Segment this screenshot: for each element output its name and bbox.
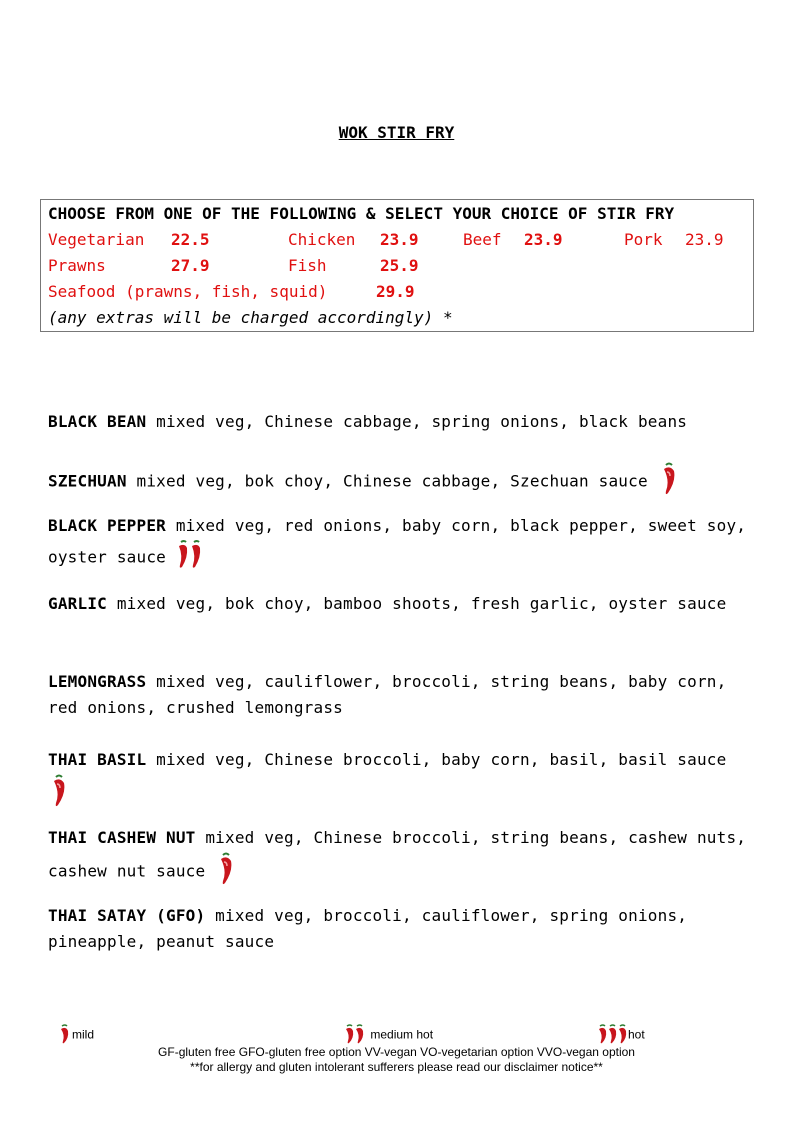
option-pork-name: Pork	[624, 230, 663, 249]
dish-szechuan	[48, 461, 748, 503]
option-pork-price: 23.9	[685, 230, 724, 249]
dish-description: mixed veg, Chinese broccoli, baby corn, basil, basil sauce	[146, 750, 727, 769]
option-chicken-price: 23.9	[380, 230, 419, 249]
dish-name: THAI SATAY (GFO)	[48, 906, 206, 925]
dish-description: mixed veg, Chinese cabbage, spring onions, black beans	[146, 412, 688, 431]
dish-description: mixed veg, cauliflower, broccoli, string beans, baby corn, red onions, crushed lemongrass	[48, 672, 727, 717]
dish-description: mixed veg, bok choy, bamboo shoots, fresh garlic, oyster sauce	[107, 594, 727, 613]
dish-description: mixed veg, broccoli, cauliflower, spring onions, pineapple, peanut sauce	[48, 906, 688, 951]
dish-name: THAI CASHEW NUT	[48, 828, 196, 847]
legend-hot-label: hot	[628, 1027, 645, 1042]
legend-medium-label: medium hot	[370, 1027, 434, 1042]
legend-hot	[596, 1024, 645, 1047]
dish-name: LEMONGRASS	[48, 672, 147, 691]
option-beef-name: Beef	[463, 230, 502, 249]
option-seafood-price: 29.9	[376, 282, 415, 301]
option-fish-price: 25.9	[380, 256, 419, 275]
option-vegetarian-name: Vegetarian	[48, 230, 145, 249]
legend-medium-hot	[343, 1024, 433, 1047]
dish-name: SZECHUAN	[48, 471, 127, 491]
option-prawns-name: Prawns	[48, 256, 106, 275]
dish-description: mixed veg, red onions, baby corn, black pepper, sweet soy, oyster sauce	[48, 516, 747, 567]
abbreviations-note: GF-gluten free GFO-gluten free option VV-vegan VO-vegetarian option VVO-vegan option	[158, 1045, 635, 1059]
dish-name: THAI BASIL	[48, 750, 147, 769]
price-box-heading: CHOOSE FROM ONE OF THE FOLLOWING & SELECT YOUR CHOICE OF STIR FRY	[48, 204, 675, 223]
dish-name: BLACK PEPPER	[48, 516, 166, 535]
dish-black-bean	[48, 409, 748, 435]
legend-mild-label: mild	[72, 1027, 95, 1042]
option-fish-name: Fish	[288, 256, 327, 275]
chili-icon	[58, 1024, 72, 1047]
chili-icon	[658, 461, 678, 503]
option-prawns-price: 27.9	[171, 256, 210, 275]
option-chicken-name: Chicken	[288, 230, 356, 249]
chili-icon	[215, 851, 235, 893]
chili-icon	[176, 539, 206, 577]
allergy-note: **for allergy and gluten intolerant sufferers please read our disclaimer notice**	[190, 1060, 603, 1074]
extras-note: (any extras will be charged accordingly) *	[48, 308, 453, 327]
dish-lemongrass	[48, 669, 748, 721]
dish-thai-basil	[48, 747, 748, 815]
dish-name: GARLIC	[48, 594, 107, 613]
dish-thai-cashew-nut	[48, 825, 748, 893]
option-beef-price: 23.9	[524, 230, 563, 249]
page-title: WOK STIR FRY	[338, 123, 455, 142]
dish-thai-satay	[48, 903, 748, 955]
chili-icon	[596, 1024, 628, 1047]
dish-black-pepper	[48, 513, 748, 577]
price-box	[40, 199, 754, 332]
chili-icon	[48, 773, 68, 815]
chili-icon	[343, 1024, 367, 1047]
dish-name: BLACK BEAN	[48, 412, 147, 431]
dish-garlic	[48, 591, 748, 617]
option-seafood-name: Seafood (prawns, fish, squid)	[48, 282, 328, 301]
dish-description: mixed veg, bok choy, Chinese cabbage, Szechuan sauce	[126, 471, 648, 491]
legend-mild	[58, 1024, 94, 1047]
dish-description: mixed veg, Chinese broccoli, string beans, cashew nuts, cashew nut sauce	[48, 828, 747, 881]
option-vegetarian-price: 22.5	[171, 230, 210, 249]
